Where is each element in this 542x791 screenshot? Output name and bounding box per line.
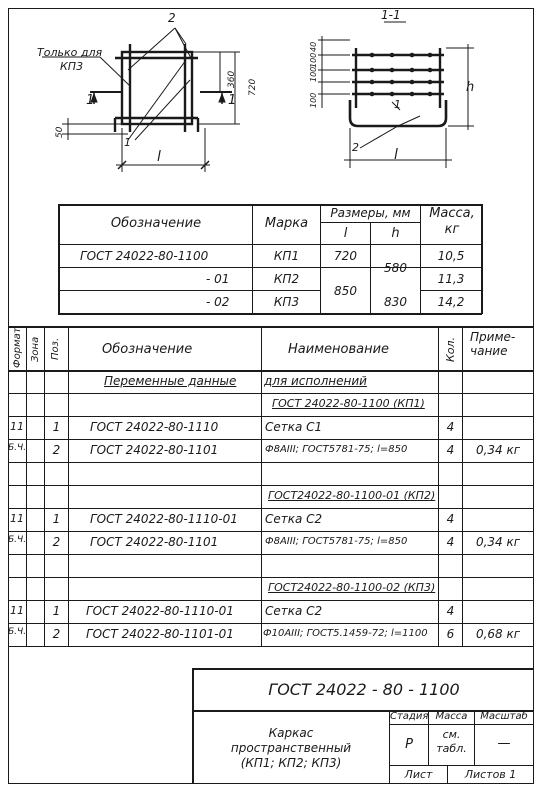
t1-l-merged: 850 [334, 284, 357, 298]
dim-720: 720 [248, 78, 258, 96]
dim-h: h [466, 80, 475, 95]
row-name: Сетка С2 [265, 512, 323, 526]
th-zone: Зона [30, 336, 41, 362]
th-designation: Обозначение [110, 216, 202, 231]
dim-50: 50 [55, 126, 65, 138]
label-kp3: КП3 [60, 60, 84, 73]
row-name: Сетка С1 [265, 420, 323, 434]
th2-name: Наименование [288, 342, 390, 357]
t1-row2-designation: - 01 [206, 272, 230, 286]
t1-h-last: 830 [384, 295, 407, 309]
t1-row3-mark: КП3 [273, 295, 300, 309]
mass-value-line1: см. [442, 728, 461, 741]
cut-mark-right: 1 [228, 93, 237, 108]
dim-l-left: l [157, 149, 161, 165]
t1-row3-mass: 14,2 [437, 295, 465, 309]
product-name-line3: (КП1; КП2; КП3) [240, 756, 342, 770]
group-title: ГОСТ24022-80-1100-02 (КП3) [268, 581, 436, 594]
row-note: 0,34 кг [475, 443, 521, 457]
row-qty: 6 [446, 627, 455, 641]
scale-value: — [497, 736, 511, 751]
t1-row1-designation: ГОСТ 24022-80-1100 [80, 249, 209, 263]
row-pos: 1 [52, 512, 61, 526]
row-pos: 1 [52, 420, 61, 434]
variable-data-left: Переменные данные [104, 374, 237, 388]
row-name: Ф8АIII; ГОСТ5781-75; l=850 [265, 536, 408, 547]
row-qty: 4 [446, 512, 455, 526]
t1-h-merged: 580 [384, 261, 407, 275]
row-qty: 4 [446, 420, 455, 434]
dim-l-right: l [394, 147, 398, 163]
row-qty: 4 [446, 535, 455, 549]
sheet-label: Лист [404, 768, 433, 781]
t1-row3-designation: - 02 [206, 295, 230, 309]
stage-value: Р [405, 737, 413, 752]
row-format: 11 [10, 420, 24, 433]
cage-outline [122, 52, 192, 124]
row-name: Ф10АIII; ГОСТ5.1459-72; l=1100 [263, 628, 428, 639]
row-pos: 2 [52, 443, 61, 457]
doc-number: ГОСТ 24022 - 80 - 1100 [268, 680, 460, 699]
row-designation: ГОСТ 24022-80-1101 [90, 535, 219, 549]
t1-row2-mass: 11,3 [437, 272, 465, 286]
row-pos: 2 [52, 535, 61, 549]
th2-qty: Кол. [444, 336, 457, 362]
row-note: 0,34 кг [475, 535, 521, 549]
row-designation: ГОСТ 24022-80-1101 [90, 443, 219, 457]
row-name: Ф8АIII; ГОСТ5781-75; l=850 [265, 444, 408, 455]
th2-designation: Обозначение [102, 342, 193, 357]
dim-360: 360 [227, 70, 237, 88]
row-qty: 4 [446, 604, 455, 618]
row-format: Б.Ч. [8, 627, 27, 637]
cut-mark-left: 1 [86, 93, 95, 108]
row-designation: ГОСТ 24022-80-1110-01 [86, 604, 234, 618]
pos-1-right: 1 [394, 98, 401, 111]
t1-row1-mass: 10,5 [437, 249, 465, 263]
th-mark: Марка [264, 216, 309, 231]
th-mass: Масса, кг [429, 206, 475, 237]
row-format: Б.Ч. [8, 535, 27, 545]
th-sizes: Размеры, мм [330, 206, 411, 220]
sheets-label: Листов 1 [464, 768, 517, 781]
frame-drawing [0, 0, 542, 200]
group-title: ГОСТ24022-80-1100-01 (КП2) [268, 489, 436, 502]
th2-note: Приме- чание [470, 330, 516, 358]
row-designation: ГОСТ 24022-80-1110-01 [90, 512, 238, 526]
section-label: 1-1 [381, 8, 401, 22]
label-only-for: Только для [37, 46, 103, 59]
row-format: 11 [10, 604, 24, 617]
row-format: Б.Ч. [8, 443, 27, 453]
dim-100-c: 100 [309, 92, 318, 108]
pos-2-left: 2 [168, 11, 176, 25]
th-pos: Поз. [50, 337, 61, 360]
row-designation: ГОСТ 24022-80-1110 [90, 420, 219, 434]
th-format: Формат [12, 327, 23, 368]
stage-label: Стадия [390, 711, 429, 722]
scale-label: Масштаб [480, 711, 528, 722]
group-title: ГОСТ 24022-80-1100 (КП1) [272, 397, 425, 410]
mass-label: Масса [435, 711, 468, 722]
product-name-line2: пространственный [230, 741, 352, 755]
row-designation: ГОСТ 24022-80-1101-01 [86, 627, 234, 641]
t1-row1-mark: КП1 [273, 249, 300, 263]
t1-row2-mark: КП2 [273, 272, 300, 286]
product-name-line1: Каркас [268, 726, 314, 740]
row-pos: 2 [52, 627, 61, 641]
dim-40: 40 [309, 41, 318, 52]
variable-data-right: для исполнений [264, 374, 367, 388]
th-l: l [343, 226, 348, 241]
row-pos: 1 [52, 604, 61, 618]
row-note: 0,68 кг [475, 627, 521, 641]
row-qty: 4 [446, 443, 455, 457]
pos-2-right: 2 [352, 141, 359, 154]
pos-1-left: 1 [124, 136, 131, 149]
dim-100-a: 100 [309, 52, 318, 68]
row-format: 11 [10, 512, 24, 525]
dim-100-b: 100 [309, 66, 318, 82]
mass-value-line2: табл. [436, 742, 467, 755]
th-h: h [391, 226, 400, 241]
row-name: Сетка С2 [265, 604, 323, 618]
t1-row1-l: 720 [334, 249, 357, 263]
